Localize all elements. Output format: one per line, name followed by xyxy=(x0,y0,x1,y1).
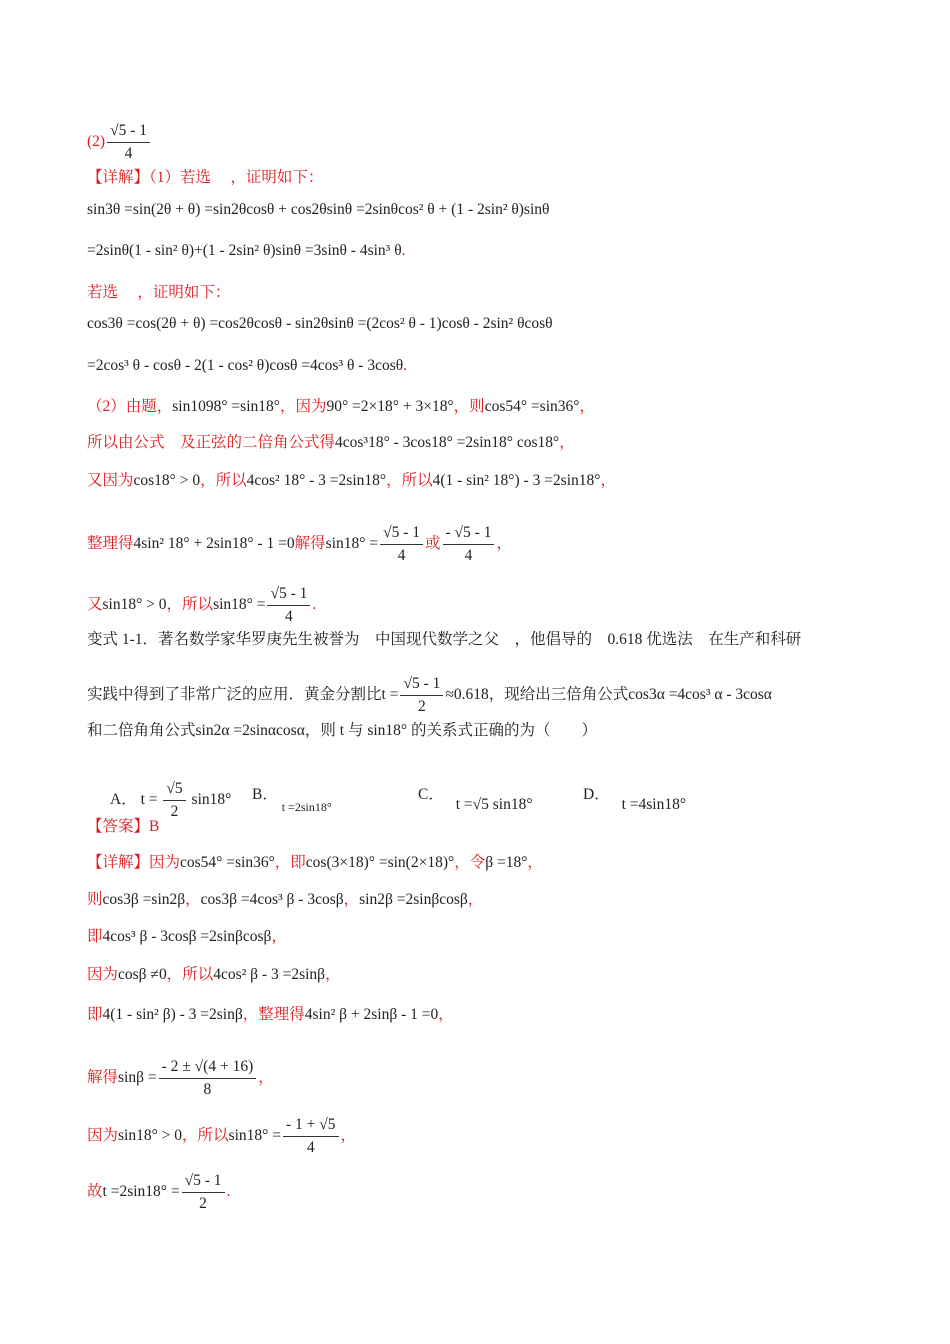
explanation-text: 整理得 xyxy=(87,535,134,553)
explanation-text: ，即 xyxy=(274,854,306,871)
question-text: 变式 1-1．著名数学家华罗庚先生被誉为 中国现代数学之父 ，他倡导的 0.618 优选法 在生产和科研 xyxy=(87,631,802,648)
numerator: √5 - 1 xyxy=(107,120,150,143)
math-expression: t =2sin18° = xyxy=(102,1183,180,1201)
text-line xyxy=(87,168,323,188)
math-expression: 4cos³18° - 3cos18° =2sin18° cos18° xyxy=(335,434,560,451)
explanation-text: ， xyxy=(527,854,543,871)
math-expression: t = xyxy=(381,686,399,704)
explanation-text: ， xyxy=(343,891,360,908)
explanation-text: 【答案】B xyxy=(87,818,160,835)
denominator: 2 xyxy=(199,1195,207,1212)
explanation-text: . xyxy=(312,596,317,614)
question-text: ，则 xyxy=(304,722,340,739)
explanation-text: 因为 xyxy=(87,1127,119,1145)
math-expression: 4sin² β + 2sinβ - 1 =0 xyxy=(304,1006,439,1023)
text-line xyxy=(87,927,287,947)
fraction xyxy=(283,1114,339,1159)
option-c-label: C． xyxy=(418,786,444,803)
text-line xyxy=(87,673,772,718)
text-line xyxy=(87,853,543,873)
math-expression: cos3β =4cos³ β - 3cosβ xyxy=(200,891,344,908)
explanation-text: ，因为 xyxy=(279,398,327,415)
option-a-post: sin18° xyxy=(191,791,232,809)
math-expression: =2cos³ θ - cosθ - 2(1 - cos² θ)cosθ =4cos³ θ - 3cosθ xyxy=(87,357,404,374)
math-expression: cos3β =sin2β xyxy=(102,891,186,908)
fraction xyxy=(380,522,423,567)
math-expression: 4cos³ β - 3cosβ =2sinβcosβ xyxy=(102,928,272,945)
explanation-text: ， xyxy=(271,928,287,945)
text-line xyxy=(87,314,553,334)
math-expression: cos54° =sin36° xyxy=(180,854,275,871)
explanation-text: ，所以 xyxy=(200,472,247,489)
explanation-text: 解得 xyxy=(87,1069,119,1087)
text-line xyxy=(87,721,597,741)
option-a-pre: t = xyxy=(140,791,158,809)
fraction xyxy=(159,1056,257,1101)
text-line xyxy=(87,1005,454,1025)
text-line xyxy=(87,890,483,910)
numerator: - √5 - 1 xyxy=(443,522,495,545)
denominator: 4 xyxy=(306,1139,315,1156)
math-expression: 4sin² 18° + 2sin18° - 1 =0 xyxy=(133,535,295,553)
math-expression: 4cos² β - 3 =2sinβ xyxy=(213,966,326,983)
explanation-text: 因为 xyxy=(87,966,119,983)
question-text: 实践中得到了非常广泛的应用．黄金分割比 xyxy=(87,686,382,704)
option-b[interactable] xyxy=(252,782,332,814)
text-line xyxy=(87,397,595,417)
option-b-expr: t =2sin18° xyxy=(281,800,332,814)
numerator: √5 - 1 xyxy=(267,583,310,606)
explanation-text: 或 xyxy=(424,535,441,553)
numerator: √5 - 1 xyxy=(380,522,423,545)
explanation-text: 【详解】（1）若选 ，证明如下： xyxy=(87,169,324,186)
explanation-text: 若选 ，证明如下： xyxy=(87,284,231,301)
explanation-text: . xyxy=(226,1183,231,1201)
math-expression: sin2α =2sinαcosα xyxy=(195,722,305,739)
math-expression: sin18° xyxy=(367,722,408,739)
explanation-text: ，整理得 xyxy=(242,1006,305,1023)
explanation-text: ， xyxy=(467,891,484,908)
math-expression: sin18° = xyxy=(228,1127,281,1145)
text-line xyxy=(87,965,341,985)
denominator: 8 xyxy=(203,1081,212,1098)
explanation-text: ， xyxy=(438,1006,454,1023)
option-a-fraction xyxy=(163,778,185,823)
math-expression: 4cos² 18° - 3 =2sin18° xyxy=(246,472,387,489)
explanation-text: ，所以 xyxy=(166,596,214,614)
explanation-text: ， xyxy=(325,966,341,983)
math-expression: sin18° = xyxy=(325,535,379,553)
text-line xyxy=(87,120,152,165)
fraction xyxy=(107,120,150,165)
math-expression: sin2β =2sinβcosβ xyxy=(359,891,468,908)
explanation-text: ，令 xyxy=(454,854,486,871)
explanation-text: ， xyxy=(185,891,201,908)
explanation-text: ， xyxy=(496,535,512,553)
option-a-label: A． xyxy=(110,791,137,809)
numerator: √5 - 1 xyxy=(182,1170,225,1193)
fraction xyxy=(400,673,443,718)
explanation-text: 即 xyxy=(87,1006,103,1023)
answer-options xyxy=(0,778,950,818)
math-expression: 4(1 - sin² β) - 3 =2sinβ xyxy=(102,1006,243,1023)
explanation-text: 又因为 xyxy=(87,472,134,489)
denominator: 4 xyxy=(285,608,293,625)
explanation-text: 解得 xyxy=(294,535,326,553)
explanation-text: 则 xyxy=(87,891,103,908)
option-a[interactable] xyxy=(110,778,231,823)
math-expression: cos18° > 0 xyxy=(133,472,201,489)
math-expression: sin18° = xyxy=(213,596,266,614)
question-text: 和二倍角角公式 xyxy=(87,722,196,739)
math-expression: cos54° =sin36° xyxy=(484,398,580,415)
explanation-text: ， xyxy=(600,472,616,489)
numerator: - 2 ± √(4 + 16) xyxy=(159,1056,257,1079)
math-expression: =2sinθ(1 - sin² θ)+(1 - 2sin² θ)sinθ =3sinθ - 4sin³ θ xyxy=(87,242,402,259)
math-expression: sinβ = xyxy=(118,1069,157,1087)
math-expression: 90° =2×18° + 3×18° xyxy=(326,398,454,415)
text-line xyxy=(87,1056,274,1101)
explanation-text: ，所以 xyxy=(182,1127,229,1145)
math-expression: sin18° > 0 xyxy=(118,1127,183,1145)
explanation-text: 即 xyxy=(87,928,103,945)
explanation-text: ， xyxy=(258,1069,274,1087)
denominator: 2 xyxy=(170,803,179,820)
option-c[interactable] xyxy=(418,782,533,813)
option-c-expr: t =√5 sin18° xyxy=(455,796,533,813)
text-line xyxy=(87,1170,230,1215)
numerator: - 1 + √5 xyxy=(283,1114,339,1137)
text-line xyxy=(87,1114,356,1159)
text-line xyxy=(87,283,230,303)
math-expression: 4(1 - sin² 18°) - 3 =2sin18° xyxy=(432,472,601,489)
text-line xyxy=(87,522,512,567)
text-line xyxy=(87,356,407,376)
text-line xyxy=(87,471,616,491)
fraction xyxy=(267,583,310,628)
question-text: 与 xyxy=(344,722,368,739)
explanation-text: (2) xyxy=(87,133,106,151)
denominator: 4 xyxy=(124,145,133,162)
explanation-text: ， xyxy=(340,1127,357,1145)
denominator: 4 xyxy=(397,547,406,564)
explanation-text: （2）由题， xyxy=(87,398,173,415)
explanation-text: 【详解】因为 xyxy=(87,854,181,871)
explanation-text: ，所以 xyxy=(166,966,214,983)
explanation-text: 所以由公式 及正弦的二倍角公式得 xyxy=(87,434,336,451)
text-line xyxy=(87,630,801,650)
option-b-label: B． xyxy=(252,786,278,803)
denominator: 4 xyxy=(464,547,473,564)
explanation-text: 又 xyxy=(87,596,103,614)
denominator: 2 xyxy=(418,698,426,715)
option-d-expr: t =4sin18° xyxy=(621,796,687,813)
question-text: ，现给出三倍角公式 xyxy=(488,686,629,704)
numerator: √5 - 1 xyxy=(400,673,443,696)
math-expression: cos3α =4cos³ α - 3cosα xyxy=(628,686,772,704)
text-line xyxy=(87,583,316,628)
text-line xyxy=(87,241,406,261)
option-d-label: D． xyxy=(583,786,610,803)
math-expression: cos3θ =cos(2θ + θ) =cos2θcosθ - sin2θsinθ =(2cos² θ - 1)cosθ - 2sin² θcosθ xyxy=(87,315,553,332)
math-expression: sin18° > 0 xyxy=(102,596,167,614)
explanation-text: 故 xyxy=(87,1183,103,1201)
numerator: √5 xyxy=(163,778,185,801)
math-expression: ≈0.618 xyxy=(445,686,489,704)
text-line xyxy=(87,200,549,220)
explanation-text: ， xyxy=(559,434,575,451)
math-expression: β =18° xyxy=(485,854,528,871)
explanation-text: . xyxy=(401,242,406,259)
explanation-text: ，所以 xyxy=(386,472,433,489)
math-expression: sin3θ =sin(2θ + θ) =sin2θcosθ + cos2θsinθ =2sinθcos² θ + (1 - 2sin² θ)sinθ xyxy=(87,201,550,218)
fraction xyxy=(443,522,495,567)
explanation-text: . xyxy=(403,357,408,374)
math-expression: cos(3×18)° =sin(2×18)° xyxy=(305,854,455,871)
math-expression: cosβ ≠0 xyxy=(118,966,167,983)
question-text: 的关系式正确的为（ ） xyxy=(407,722,597,739)
explanation-text: ， xyxy=(579,398,595,415)
math-expression: t xyxy=(339,722,345,739)
explanation-text: ，则 xyxy=(453,398,485,415)
fraction xyxy=(182,1170,225,1215)
text-line xyxy=(87,433,575,453)
math-expression: sin1098° =sin18° xyxy=(172,398,280,415)
option-d[interactable] xyxy=(583,782,687,813)
